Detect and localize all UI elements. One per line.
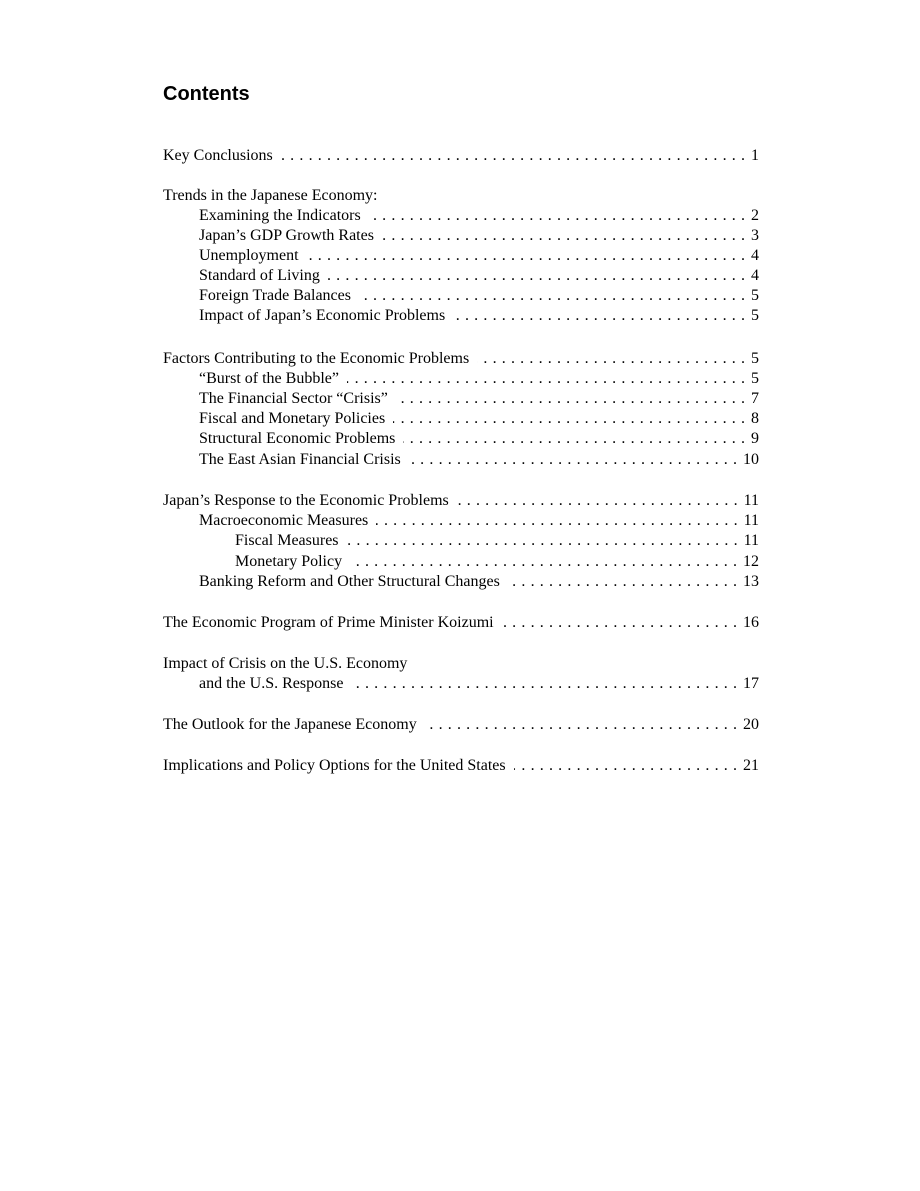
toc-leader-dots (502, 613, 737, 633)
toc-section-heading-us-impact: Impact of Crisis on the U.S. Economy (163, 655, 408, 672)
toc-leader-dots (359, 286, 745, 306)
toc-entry-page: 5 (751, 307, 759, 324)
toc-leader-dots (369, 206, 745, 226)
toc-leader-dots (382, 226, 745, 246)
toc-entry-monetary-policy[interactable] (235, 552, 759, 572)
toc-entry-title: The Economic Program of Prime Minister Koizumi (163, 614, 494, 631)
toc-leader-dots (328, 266, 745, 286)
toc-entry-page: 13 (743, 573, 759, 590)
toc-entry-page: 8 (751, 410, 759, 427)
toc-entry-koizumi[interactable] (163, 613, 759, 633)
toc-entry-structural-problems[interactable] (199, 429, 759, 449)
toc-entry-japan-response[interactable] (163, 491, 759, 511)
toc-leader-dots (307, 246, 745, 266)
toc-entry-page: 5 (751, 370, 759, 387)
toc-entry-title: “Burst of the Bubble” (199, 370, 339, 387)
toc-entry-fiscal-measures[interactable] (235, 531, 759, 551)
toc-entry-factors[interactable] (163, 349, 759, 369)
toc-entry-title: The East Asian Financial Crisis (199, 451, 401, 468)
toc-entry-east-asian-crisis[interactable] (199, 450, 759, 470)
toc-entry-page: 2 (751, 207, 759, 224)
toc-leader-dots (350, 552, 737, 572)
toc-entry-financial-sector[interactable] (199, 389, 759, 409)
toc-entry-title: and the U.S. Response (199, 675, 344, 692)
toc-entry-page: 5 (751, 350, 759, 367)
toc-entry-page: 11 (743, 492, 759, 509)
toc-section-heading-trends: Trends in the Japanese Economy: (163, 187, 378, 204)
toc-entry-title: Fiscal Measures (235, 532, 339, 549)
toc-entry-gdp-growth[interactable] (199, 226, 759, 246)
toc-entry-page: 16 (743, 614, 759, 631)
toc-entry-fiscal-monetary[interactable] (199, 409, 759, 429)
toc-leader-dots (396, 389, 745, 409)
toc-entry-title: Japan’s GDP Growth Rates (199, 227, 374, 244)
toc-leader-dots (453, 306, 745, 326)
toc-entry-page: 4 (751, 247, 759, 264)
toc-leader-dots (457, 491, 738, 511)
toc-entry-foreign-trade[interactable] (199, 286, 759, 306)
toc-entry-title: Examining the Indicators (199, 207, 361, 224)
toc-entry-title: Monetary Policy (235, 553, 343, 570)
toc-entry-title: Macroeconomic Measures (199, 512, 369, 529)
toc-entry-title: Implications and Policy Options for the United States (163, 757, 506, 774)
toc-entry-title: Banking Reform and Other Structural Changes (199, 573, 500, 590)
toc-entry-key-conclusions[interactable] (163, 146, 759, 166)
toc-entry-title: Key Conclusions (163, 147, 273, 164)
toc-leader-dots (281, 146, 745, 166)
toc-entry-title: The Financial Sector “Crisis” (199, 390, 388, 407)
toc-leader-dots (351, 674, 737, 694)
toc-entry-page: 7 (751, 390, 759, 407)
toc-entry-implications[interactable] (163, 756, 759, 776)
toc-leader-dots (347, 369, 745, 389)
toc-leader-dots (508, 572, 737, 592)
toc-entry-page: 5 (751, 287, 759, 304)
toc-entry-outlook[interactable] (163, 715, 759, 735)
toc-entry-impact-problems[interactable] (199, 306, 759, 326)
toc-entry-burst-bubble[interactable] (199, 369, 759, 389)
toc-entry-title: The Outlook for the Japanese Economy (163, 716, 417, 733)
toc-entry-title: Foreign Trade Balances (199, 287, 351, 304)
toc-entry-unemployment[interactable] (199, 246, 759, 266)
toc-leader-dots (376, 511, 737, 531)
toc-entry-page: 4 (751, 267, 759, 284)
toc-entry-title: Standard of Living (199, 267, 320, 284)
toc-leader-dots (393, 409, 745, 429)
toc-entry-page: 17 (743, 675, 759, 692)
toc-entry-page: 12 (743, 553, 759, 570)
toc-entry-examining-indicators[interactable] (199, 206, 759, 226)
toc-entry-standard-of-living[interactable] (199, 266, 759, 286)
toc-entry-title: Impact of Japan’s Economic Problems (199, 307, 446, 324)
toc-leader-dots (347, 531, 738, 551)
toc-entry-title: Unemployment (199, 247, 299, 264)
toc-entry-page: 9 (751, 430, 759, 447)
toc-entry-us-response[interactable] (199, 674, 759, 694)
toc-entry-page: 3 (751, 227, 759, 244)
page-title: Contents (163, 83, 250, 105)
toc-entry-page: 11 (743, 532, 759, 549)
toc-entry-page: 11 (743, 512, 759, 529)
toc-entry-title: Japan’s Response to the Economic Problems (163, 492, 449, 509)
toc-entry-page: 20 (743, 716, 759, 733)
toc-leader-dots (514, 756, 737, 776)
toc-entry-page: 1 (751, 147, 759, 164)
toc-entry-title: Fiscal and Monetary Policies (199, 410, 386, 427)
toc-entry-title: Factors Contributing to the Economic Problems (163, 350, 470, 367)
toc-leader-dots (403, 429, 745, 449)
toc-entry-banking-reform[interactable] (199, 572, 759, 592)
toc-leader-dots (409, 450, 737, 470)
toc-entry-page: 21 (743, 757, 759, 774)
toc-leader-dots (477, 349, 745, 369)
toc-entry-title: Structural Economic Problems (199, 430, 396, 447)
toc-leader-dots (425, 715, 737, 735)
toc-entry-macroeconomic[interactable] (199, 511, 759, 531)
toc-entry-page: 10 (743, 451, 759, 468)
